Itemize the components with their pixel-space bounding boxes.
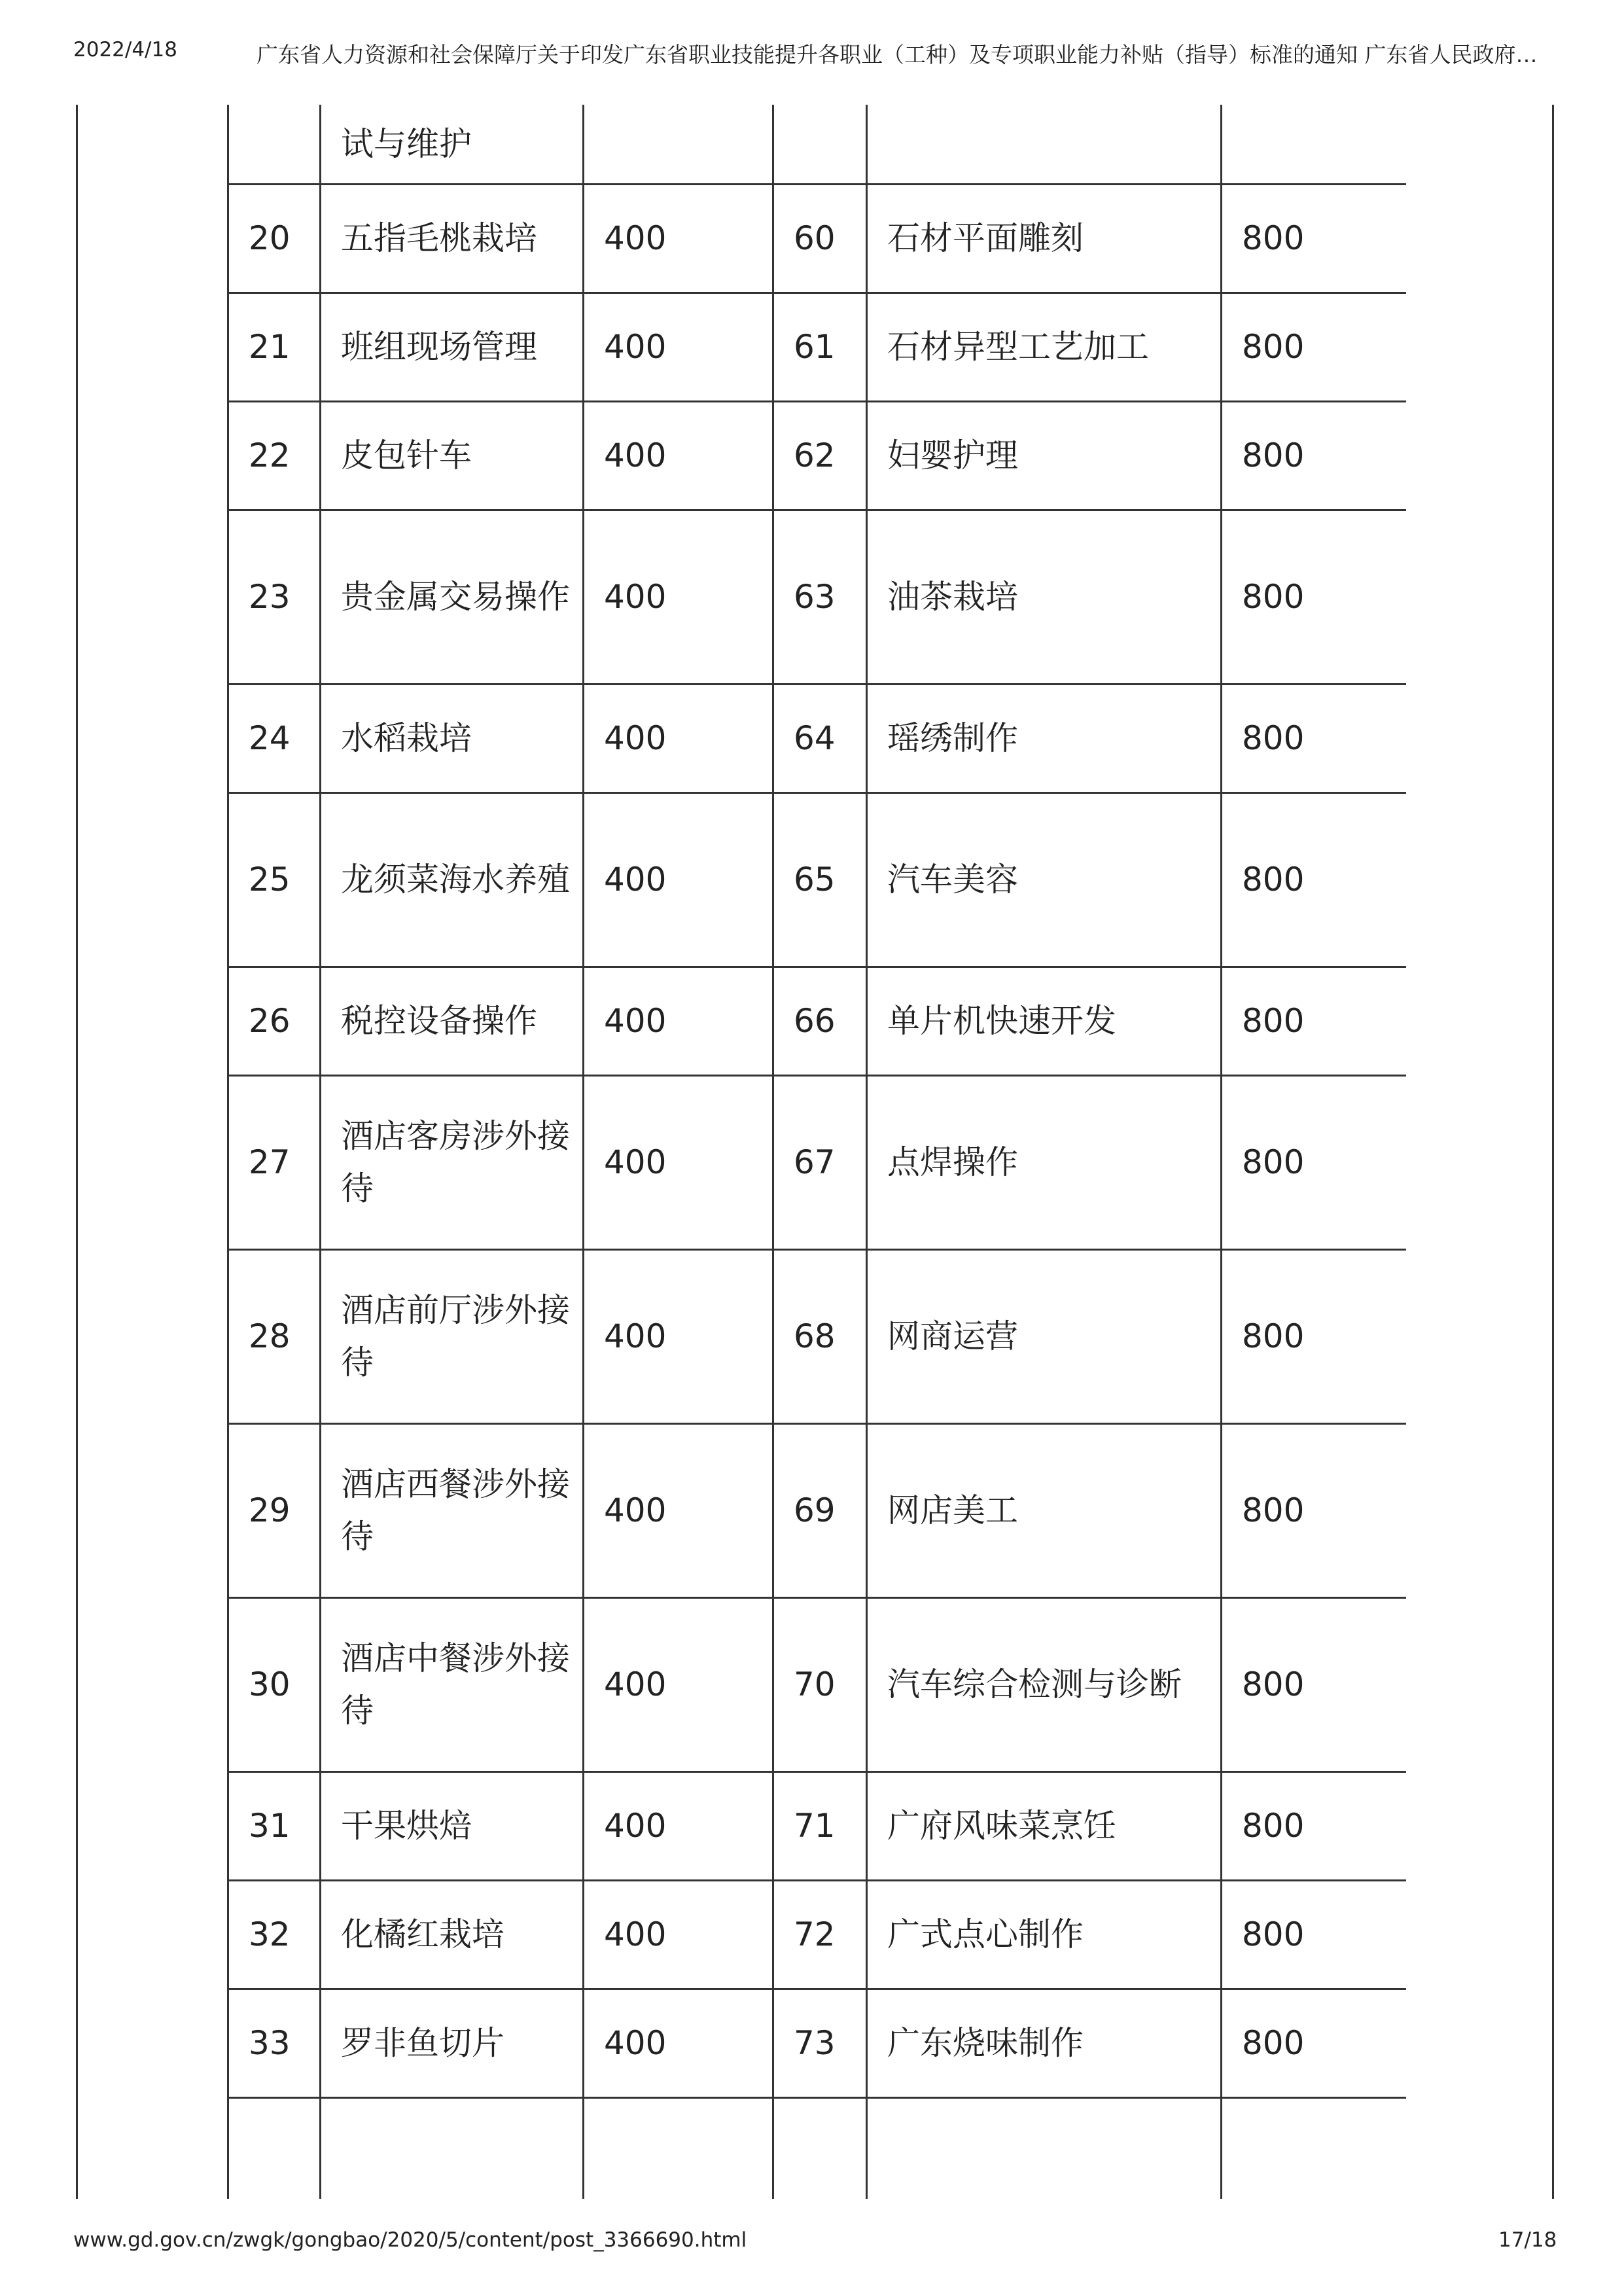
cell-right-number: 71 [773, 1771, 867, 1880]
cell-left-amount: 400 [584, 1597, 773, 1771]
cell-right-amount: 800 [1222, 1989, 1407, 2097]
cell-right-name: 网店美工 [867, 1423, 1222, 1597]
cell-left-amount [584, 2097, 773, 2199]
table-row [228, 1989, 1407, 2097]
cell-right-number: 72 [773, 1880, 867, 1989]
cell-left-number: 28 [228, 1249, 321, 1423]
table-row [228, 184, 1407, 293]
cell-left-number: 24 [228, 684, 321, 792]
cell-right-number: 64 [773, 684, 867, 792]
cell-left-name: 干果烘焙 [321, 1771, 584, 1880]
page-frame-left-border [76, 105, 78, 2199]
cell-left-number: 20 [228, 184, 321, 293]
cell-left-amount: 400 [584, 1075, 773, 1249]
cell-right-amount: 800 [1222, 1880, 1407, 1989]
cell-left-number [228, 105, 321, 184]
cell-right-number: 70 [773, 1597, 867, 1771]
table-row [228, 967, 1407, 1075]
table-row [228, 1880, 1407, 1989]
cell-left-number: 21 [228, 293, 321, 401]
cell-right-number [773, 2097, 867, 2199]
cell-right-amount: 800 [1222, 684, 1407, 792]
table-row [228, 401, 1407, 510]
cell-left-amount: 400 [584, 967, 773, 1075]
cell-left-name: 税控设备操作 [321, 967, 584, 1075]
cell-right-name: 瑶绣制作 [867, 684, 1222, 792]
cell-left-name: 罗非鱼切片 [321, 1989, 584, 2097]
cell-right-name: 汽车综合检测与诊断 [867, 1597, 1222, 1771]
cell-right-amount: 800 [1222, 1249, 1407, 1423]
cell-right-number: 69 [773, 1423, 867, 1597]
cell-right-name: 广式点心制作 [867, 1880, 1222, 1989]
page-number: 17/18 [1498, 2228, 1557, 2252]
cell-left-amount [584, 105, 773, 184]
page-title: 广东省人力资源和社会保障厅关于印发广东省职业技能提升各职业（工种）及专项职业能力补贴（指导）标准的通知 广东省人民政府… [256, 42, 1538, 67]
cell-left-number: 32 [228, 1880, 321, 1989]
cell-right-name: 广东烧味制作 [867, 1989, 1222, 2097]
cell-left-name: 贵金属交易操作 [321, 510, 584, 684]
cell-left-amount: 400 [584, 184, 773, 293]
cell-left-number: 30 [228, 1597, 321, 1771]
cell-left-amount: 400 [584, 792, 773, 967]
cell-right-number: 60 [773, 184, 867, 293]
cell-right-number: 67 [773, 1075, 867, 1249]
cell-left-name: 班组现场管理 [321, 293, 584, 401]
table-row [228, 1771, 1407, 1880]
subsidy-table-body [228, 105, 1407, 2199]
cell-left-amount: 400 [584, 1423, 773, 1597]
cell-right-name: 石材异型工艺加工 [867, 293, 1222, 401]
cell-left-amount: 400 [584, 1249, 773, 1423]
cell-right-amount: 800 [1222, 184, 1407, 293]
cell-right-name: 汽车美容 [867, 792, 1222, 967]
cell-right-number [773, 105, 867, 184]
cell-right-amount: 800 [1222, 401, 1407, 510]
table-row [228, 792, 1407, 967]
cell-right-amount [1222, 2097, 1407, 2199]
cell-right-amount: 800 [1222, 510, 1407, 684]
cell-right-number: 61 [773, 293, 867, 401]
cell-right-amount: 800 [1222, 1423, 1407, 1597]
cell-left-amount: 400 [584, 1880, 773, 1989]
cell-right-amount: 800 [1222, 1771, 1407, 1880]
cell-left-number: 23 [228, 510, 321, 684]
table-row-next-page [228, 2097, 1407, 2199]
cell-right-amount: 800 [1222, 1075, 1407, 1249]
cell-right-amount [1222, 105, 1407, 184]
cell-right-number: 63 [773, 510, 867, 684]
cell-right-number: 65 [773, 792, 867, 967]
cell-left-name: 皮包针车 [321, 401, 584, 510]
cell-left-number: 33 [228, 1989, 321, 2097]
cell-left-name: 酒店客房涉外接待 [321, 1075, 584, 1249]
cell-left-amount: 400 [584, 293, 773, 401]
cell-left-number [228, 2097, 321, 2199]
cell-right-name: 妇婴护理 [867, 401, 1222, 510]
cell-right-amount: 800 [1222, 293, 1407, 401]
cell-left-amount: 400 [584, 1771, 773, 1880]
subsidy-table [227, 105, 1406, 2199]
cell-left-amount: 400 [584, 401, 773, 510]
cell-left-name: 试与维护 [321, 105, 584, 184]
cell-right-name: 点焊操作 [867, 1075, 1222, 1249]
cell-right-name [867, 2097, 1222, 2199]
print-date: 2022/4/18 [73, 38, 177, 62]
table-row [228, 684, 1407, 792]
cell-right-amount: 800 [1222, 967, 1407, 1075]
table-row-continued [228, 105, 1407, 184]
cell-right-amount: 800 [1222, 1597, 1407, 1771]
cell-left-number: 25 [228, 792, 321, 967]
cell-right-number: 62 [773, 401, 867, 510]
cell-left-amount: 400 [584, 510, 773, 684]
cell-left-name: 化橘红栽培 [321, 1880, 584, 1989]
cell-right-name: 石材平面雕刻 [867, 184, 1222, 293]
cell-left-name: 龙须菜海水养殖 [321, 792, 584, 967]
subsidy-table-container [227, 105, 1406, 2199]
cell-left-number: 22 [228, 401, 321, 510]
cell-left-name: 酒店中餐涉外接待 [321, 1597, 584, 1771]
table-row [228, 293, 1407, 401]
cell-right-name: 单片机快速开发 [867, 967, 1222, 1075]
footer-url: www.gd.gov.cn/zwgk/gongbao/2020/5/content/post_3366690.html [73, 2228, 747, 2252]
table-row [228, 1249, 1407, 1423]
cell-left-name: 酒店西餐涉外接待 [321, 1423, 584, 1597]
cell-right-number: 68 [773, 1249, 867, 1423]
cell-left-amount: 400 [584, 1989, 773, 2097]
cell-right-name: 网商运营 [867, 1249, 1222, 1423]
cell-right-name: 油茶栽培 [867, 510, 1222, 684]
cell-left-number: 27 [228, 1075, 321, 1249]
cell-left-number: 29 [228, 1423, 321, 1597]
cell-left-number: 31 [228, 1771, 321, 1880]
page-frame-right-border [1552, 105, 1554, 2199]
cell-right-number: 73 [773, 1989, 867, 2097]
table-row [228, 1075, 1407, 1249]
cell-left-number: 26 [228, 967, 321, 1075]
cell-right-number: 66 [773, 967, 867, 1075]
cell-left-name: 五指毛桃栽培 [321, 184, 584, 293]
table-row [228, 510, 1407, 684]
cell-right-amount: 800 [1222, 792, 1407, 967]
cell-left-name: 水稻栽培 [321, 684, 584, 792]
cell-right-name [867, 105, 1222, 184]
cell-left-name [321, 2097, 584, 2199]
table-row [228, 1597, 1407, 1771]
cell-left-amount: 400 [584, 684, 773, 792]
table-row [228, 1423, 1407, 1597]
cell-left-name: 酒店前厅涉外接待 [321, 1249, 584, 1423]
cell-right-name: 广府风味菜烹饪 [867, 1771, 1222, 1880]
